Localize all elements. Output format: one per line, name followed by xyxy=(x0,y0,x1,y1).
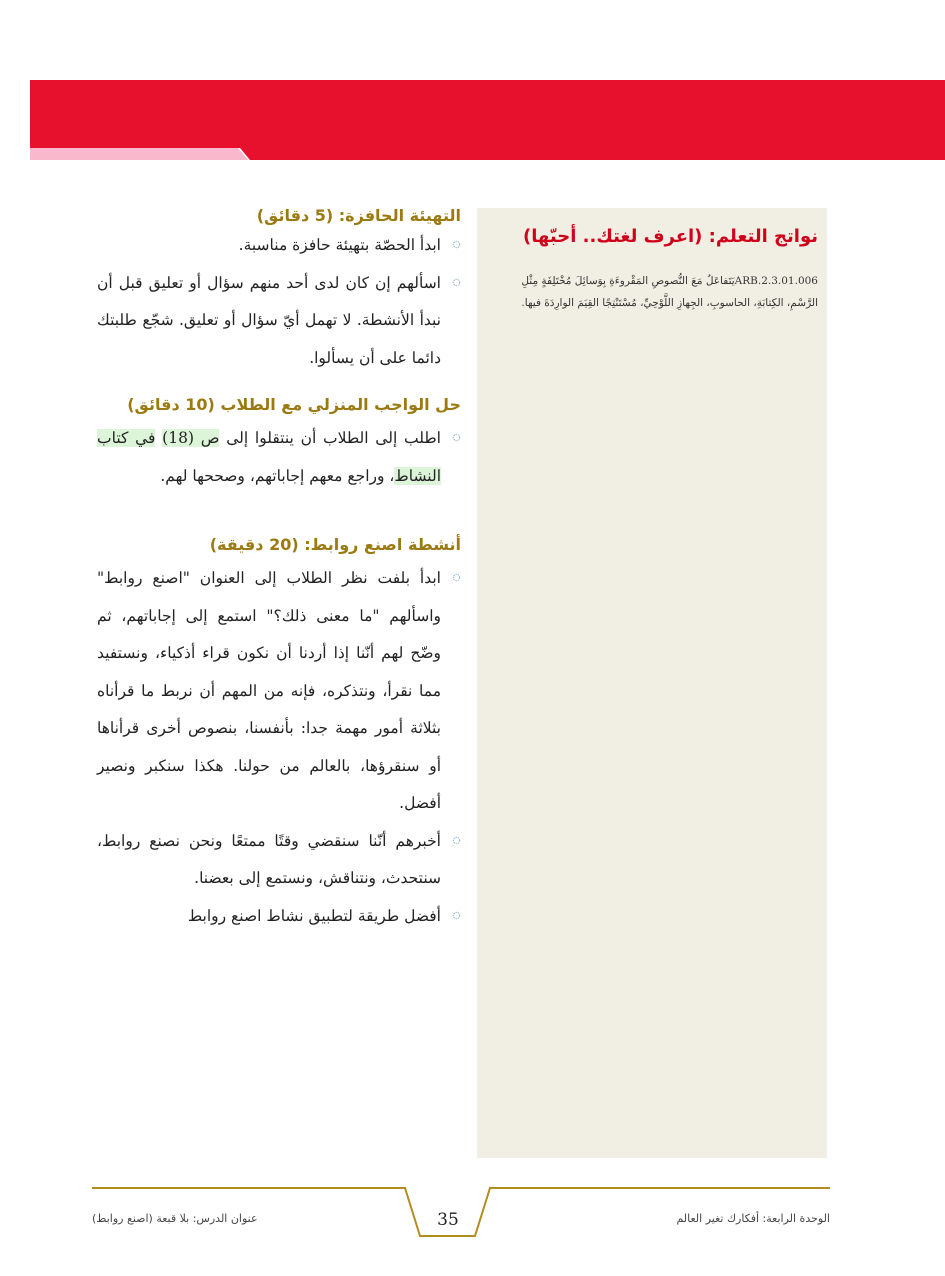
bullet-icon xyxy=(452,911,461,920)
page-number: 35 xyxy=(437,1210,459,1230)
bullet-icon xyxy=(452,836,461,845)
list-item: ابدأ الحصّة بتهيئة حافزة مناسبة. xyxy=(97,227,461,265)
activities-section xyxy=(97,535,461,935)
warmup-section xyxy=(97,206,461,377)
bullet-icon xyxy=(452,278,461,287)
bullet-icon xyxy=(452,573,461,582)
lesson-plan xyxy=(97,206,461,935)
list-item: أخبرهم أنّنا سنقضي وقتًا ممتعًا ونحن نصنع روابط، سنتحدث، ونتناقش، ونستمع إلى بعضنا. xyxy=(97,823,461,898)
list-item: اطلب إلى الطلاب أن ينتقلوا إلى ص (18) في كتاب النشاط، وراجع معهم إجاباتهم، وصححها لهم. xyxy=(97,420,461,495)
learning-outcome-text xyxy=(488,270,818,314)
lesson-title-footer: عنوان الدرس: بلا قبعة (اصنع روابط) xyxy=(92,1212,258,1225)
learning-outcomes-panel xyxy=(477,208,827,1158)
bullet-icon xyxy=(452,433,461,442)
activity-book-highlight: في كتاب النشاط xyxy=(97,429,441,485)
list-item: اسأل‍هم إن كان لدى أحد منهم سؤال أو تعليق قبل أن نبدأ الأنشطة. لا تهمل أيّ سؤال أو تعليق. شجّع طلبتك دائما على أن يسألوا. xyxy=(97,265,461,378)
homework-section xyxy=(97,395,461,495)
homework-title: حل الواجب المنزلي مع الطلاب (10 دقائق) xyxy=(127,395,461,414)
bullet-icon xyxy=(452,240,461,249)
list-item: أفضل طريقة لتطبيق نشاط اصنع روابط xyxy=(97,898,461,936)
outcome-code: ARB.2.3.01.006 xyxy=(734,275,818,287)
unit-title-footer: الوحدة الرابعة: أفكارك تغير العالم xyxy=(676,1212,830,1225)
warmup-title: التهيئة الحافزة: (5 دقائق) xyxy=(256,206,461,225)
list-item: ابدأ بلفت نظر الطلاب إلى العنوان "اصنع روابط" واسألهم "ما معنى ذلك؟" استمع إلى إجاباتهم، ثم وضّح لهم أنّنا إذا أردنا أن نكون قراء أذكياء، ونستفيد مما نقرأ، ونتذكره، فإنه من المهم أن نربط ما قرأناه بثلاثة أمور مهمة جدا: بأنفسنا، بنصوص أخرى قرأناها أو سنقرؤها، بالعالم من حولنا. هكذا سنكبر ونصير أفضل. xyxy=(97,560,461,823)
header-banner xyxy=(0,0,945,170)
page-reference-highlight: ص (18) xyxy=(162,429,220,447)
outcome-description: يَتَفاعَلُ مَعَ النُّصوصِ المَقْروءَةِ بِوَسائِلَ مُخْتَلِفَةٍ مِثْلِ الرَّسْمِ، الكِتابَةِ، الحاسوبِ، الجِهازِ اللَّوْحِيِّ، مُسْتَنْتِجًا القِيَمَ الوارِدَةَ فيها. xyxy=(521,275,818,309)
activities-title: أنشطة اصنع روابط: (20 دقيقة) xyxy=(209,535,461,554)
learning-outcomes-title: نواتج التعلم: (اعرف لغتك.. أحبّها) xyxy=(523,226,818,247)
